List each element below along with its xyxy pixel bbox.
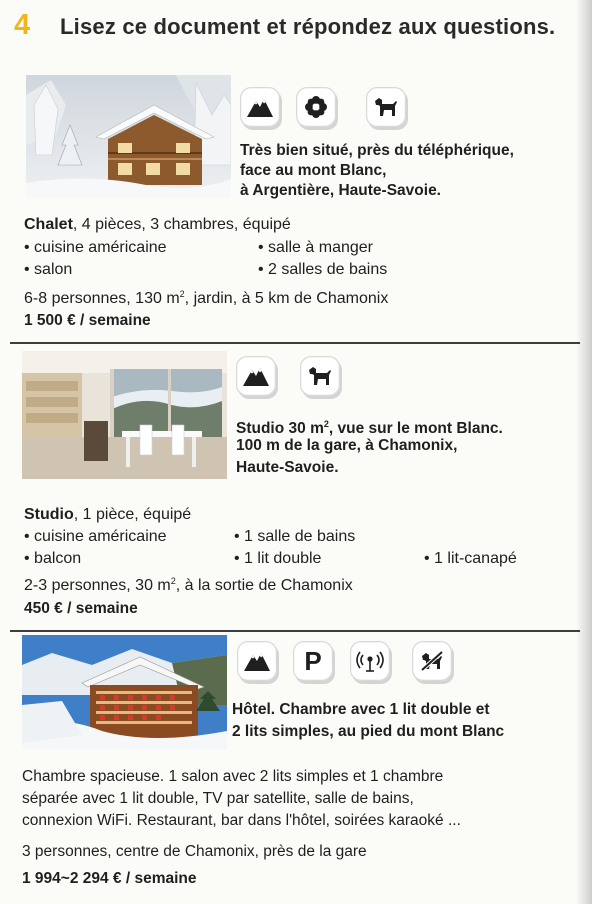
listing-1-details	[24, 283, 388, 310]
exercise-instruction: Lisez ce document et répondez aux questions.	[60, 14, 556, 39]
mountain-icon	[236, 356, 276, 396]
listing-3-headline-line-2: 2 lits simples, au pied du mont Blanc	[232, 723, 505, 740]
divider-2	[10, 630, 580, 632]
listing-1-headline-line-1: Très bien situé, près du téléphérique,	[240, 142, 514, 159]
listing-2-feature-balcony: • balcon	[24, 550, 82, 567]
listing-2-type-description: , 1 pièce, équipé	[73, 506, 192, 523]
listing-1-details-start: 6-8 personnes, 130 m	[24, 290, 180, 307]
listing-1-details-square: 2	[179, 289, 185, 299]
listing-2-type-name: Studio	[24, 506, 74, 523]
listing-1-feature-bathrooms: • 2 salles de bains	[258, 261, 388, 278]
studio-photo	[22, 351, 227, 479]
listing-2-feature-sofa-bed: • 1 lit-canapé	[424, 550, 517, 567]
page-edge-shadow	[576, 0, 592, 904]
listing-3-details: 3 personnes, centre de Chamonix, près de la gare	[22, 843, 367, 860]
listing-2-headline-line-2: 100 m de la gare, à Chamonix,	[236, 437, 458, 454]
listing-2-feature-bathroom: • 1 salle de bains	[234, 528, 356, 545]
listing-2-type	[24, 504, 191, 526]
parking-letter: P	[304, 646, 322, 676]
listing-3-price: 1 994~2 294 € / semaine	[22, 870, 197, 887]
chalet-photo	[26, 75, 231, 198]
listing-1-type-description: , 4 pièces, 3 chambres, équipé	[72, 216, 291, 233]
listing-1-headline-line-2: face au mont Blanc,	[240, 162, 387, 179]
listing-2-details-end: , à la sortie de Chamonix	[175, 577, 353, 594]
listing-2-feature-kitchen: • cuisine américaine	[24, 528, 167, 545]
listing-3-description-line-2: séparée avec 1 lit double, TV par satellite, salle de bains,	[22, 790, 414, 807]
listing-2-headline-square: 2	[323, 419, 329, 429]
flower-icon	[296, 87, 336, 127]
listing-1-type	[24, 214, 291, 236]
listing-2-price: 450 € / semaine	[24, 600, 138, 617]
listing-1-details-end: , jardin, à 5 km de Chamonix	[184, 290, 389, 307]
dog-icon	[300, 356, 340, 396]
listing-3-description-line-1: Chambre spacieuse. 1 salon avec 2 lits simples et 1 chambre	[22, 768, 444, 785]
listing-2-details	[24, 570, 353, 597]
listing-1-price: 1 500 € / semaine	[24, 312, 151, 329]
listing-3-description-line-3: connexion WiFi. Restaurant, bar dans l'hôtel, soirées karaoké ...	[22, 812, 461, 829]
listing-2-details-square: 2	[170, 576, 176, 586]
listing-2-headline-end: , vue sur le mont Blanc.	[328, 420, 503, 437]
mountain-icon	[237, 641, 277, 681]
wifi-icon	[350, 641, 390, 681]
parking-icon	[293, 641, 333, 681]
listing-1-type-name: Chalet	[24, 216, 73, 233]
dog-icon	[366, 87, 406, 127]
listing-1-headline-line-3: à Argentière, Haute-Savoie.	[240, 182, 441, 199]
listing-1-feature-dining-room: • salle à manger	[258, 239, 373, 256]
hotel-photo	[22, 635, 227, 750]
listing-3-headline-line-1: Hôtel. Chambre avec 1 lit double et	[232, 701, 490, 718]
listing-2-details-start: 2-3 personnes, 30 m	[24, 577, 171, 594]
listing-2-feature-double-bed: • 1 lit double	[234, 550, 322, 567]
mountain-icon	[240, 87, 280, 127]
listing-2-headline-line-3: Haute-Savoie.	[236, 459, 339, 476]
no-pets-icon	[412, 641, 452, 681]
exercise-number: 4	[14, 9, 31, 41]
listing-2-headline-start: Studio 30 m	[236, 420, 324, 437]
listing-1-feature-living-room: • salon	[24, 261, 73, 278]
listing-1-feature-kitchen: • cuisine américaine	[24, 239, 167, 256]
divider-1	[10, 342, 580, 344]
